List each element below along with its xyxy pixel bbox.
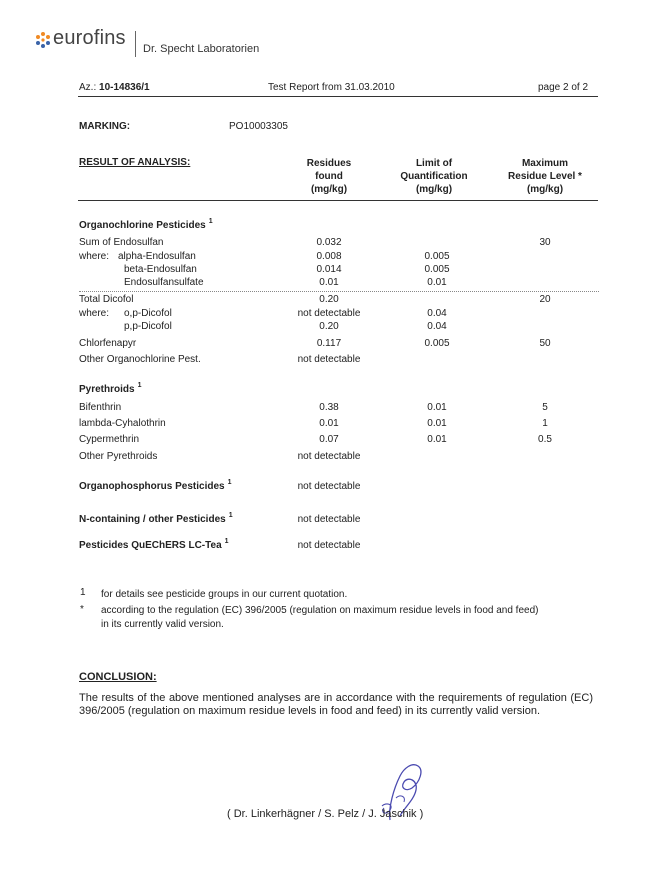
- row-prefix: where:: [79, 308, 110, 319]
- residue-value: 0.01: [319, 277, 339, 288]
- residue-value: not detectable: [297, 514, 361, 525]
- analyte-name: Sum of Endosulfan: [79, 237, 164, 248]
- subgroup-divider: [79, 291, 599, 293]
- report-title: Test Report from 31.03.2010: [268, 82, 395, 93]
- residue-value: 0.38: [319, 402, 339, 413]
- loq-value: 0.04: [427, 308, 447, 319]
- page-number: page 2 of 2: [538, 82, 589, 93]
- reference-number: [79, 82, 150, 93]
- loq-value: 0.04: [427, 321, 447, 332]
- footnote-ref: 1: [227, 479, 232, 486]
- header-rule: [78, 96, 598, 97]
- loq-value: 0.01: [427, 434, 447, 445]
- loq-column-header: [384, 157, 484, 196]
- loq-header-line: Quantification: [400, 171, 468, 182]
- residue-value: not detectable: [297, 540, 361, 551]
- footnote-text: in its currently valid version.: [101, 619, 224, 630]
- residue-value: 0.014: [316, 264, 342, 275]
- group-title-text: Pesticides QuEChERS LC-Tea: [79, 540, 222, 551]
- group-title-organochlorine: [79, 220, 213, 231]
- footnote-mark: 1: [80, 587, 86, 598]
- group-title-quechers: [79, 540, 229, 551]
- footnote-text: for details see pesticide groups in our current quotation.: [101, 589, 348, 600]
- residue-value: 0.07: [319, 434, 339, 445]
- mrl-column-header: [495, 157, 595, 196]
- analyte-name: Bifenthrin: [79, 402, 122, 413]
- table-header-rule: [78, 200, 598, 201]
- residue-value: 0.01: [319, 418, 339, 429]
- group-title-n-containing: [79, 514, 233, 525]
- lab-name: Dr. Specht Laboratorien: [143, 43, 260, 55]
- mrl-value: 1: [542, 418, 548, 429]
- analyte-name: o,p-Dicofol: [124, 308, 172, 319]
- group-title-text: N-containing / other Pesticides: [79, 514, 226, 525]
- row-prefix: where:: [79, 251, 110, 262]
- group-title-text: Pyrethroids: [79, 384, 135, 395]
- group-title-pyrethroids: [79, 384, 141, 395]
- loq-value: 0.01: [427, 402, 447, 413]
- mrl-header-line: (mg/kg): [526, 184, 564, 195]
- residue-value: 0.032: [316, 237, 342, 248]
- az-number: 10-14836/1: [99, 82, 150, 93]
- residues-header-line: found: [315, 171, 343, 182]
- loq-value: 0.005: [424, 251, 450, 262]
- analyte-name: Total Dicofol: [79, 294, 134, 305]
- analyte-name: beta-Endosulfan: [124, 264, 197, 275]
- mrl-value: 50: [539, 338, 551, 349]
- analyte-name: Chlorfenapyr: [79, 338, 137, 349]
- mrl-value: 20: [539, 294, 551, 305]
- analyte-name: Other Pyrethroids: [79, 451, 158, 462]
- loq-header-line: Limit of: [415, 158, 453, 169]
- analyte-name: lambda-Cyhalothrin: [79, 418, 166, 429]
- signatory-names: ( Dr. Linkerhägner / S. Pelz / J. Jaschik ): [227, 808, 424, 820]
- residue-value: 0.117: [316, 338, 342, 349]
- logo-divider: [135, 31, 136, 57]
- marking-label: MARKING:: [79, 121, 131, 132]
- analyte-name: alpha-Endosulfan: [118, 251, 196, 262]
- footnote-mark: *: [80, 604, 84, 615]
- mrl-value: 30: [539, 237, 551, 248]
- analyte-name: Endosulfansulfate: [124, 277, 204, 288]
- group-title-text: Organochlorine Pesticides: [79, 220, 206, 231]
- analyte-name: Cypermethrin: [79, 434, 140, 445]
- mrl-header-line: Residue Level *: [508, 171, 582, 182]
- conclusion-text: The results of the above mentioned analyses are in accordance with the requirements of regulation (EC) 396/2005 (regulation on maximum residue levels in food and feed) in its currently valid version.: [79, 692, 593, 717]
- loq-value: 0.01: [427, 418, 447, 429]
- residue-value: 0.20: [319, 321, 339, 332]
- residue-value: not detectable: [297, 308, 361, 319]
- loq-value: 0.005: [424, 338, 450, 349]
- brand-name: eurofins: [53, 27, 126, 49]
- residues-column-header: [284, 157, 374, 196]
- group-title-text: Organophosphorus Pesticides: [79, 481, 225, 492]
- mrl-value: 0.5: [538, 434, 552, 445]
- footnote-ref: 1: [224, 538, 229, 545]
- residue-value: not detectable: [297, 481, 361, 492]
- loq-value: 0.005: [424, 264, 450, 275]
- loq-value: 0.01: [427, 277, 447, 288]
- residue-value: not detectable: [297, 451, 361, 462]
- residue-value: 0.20: [319, 294, 339, 305]
- group-title-organophosphorus: [79, 481, 232, 492]
- result-section-title: RESULT OF ANALYSIS:: [79, 157, 191, 168]
- eurofins-logo-icon: [34, 31, 52, 49]
- footnote-text: according to the regulation (EC) 396/2005 (regulation on maximum residue levels in food and feed): [101, 605, 539, 616]
- az-label: Az.:: [79, 82, 97, 93]
- footnote-ref: 1: [208, 218, 213, 225]
- loq-header-line: (mg/kg): [415, 184, 453, 195]
- mrl-header-line: Maximum: [521, 158, 569, 169]
- footnote-ref: 1: [228, 512, 233, 519]
- residue-value: 0.008: [316, 251, 342, 262]
- residues-header-line: (mg/kg): [310, 184, 348, 195]
- marking-value: PO10003305: [229, 121, 288, 132]
- analyte-name: Other Organochlorine Pest.: [79, 354, 201, 365]
- mrl-value: 5: [542, 402, 548, 413]
- conclusion-title: CONCLUSION:: [79, 671, 157, 683]
- residues-header-line: Residues: [306, 158, 352, 169]
- footnote-ref: 1: [137, 382, 142, 389]
- analyte-name: p,p-Dicofol: [124, 321, 172, 332]
- residue-value: not detectable: [297, 354, 361, 365]
